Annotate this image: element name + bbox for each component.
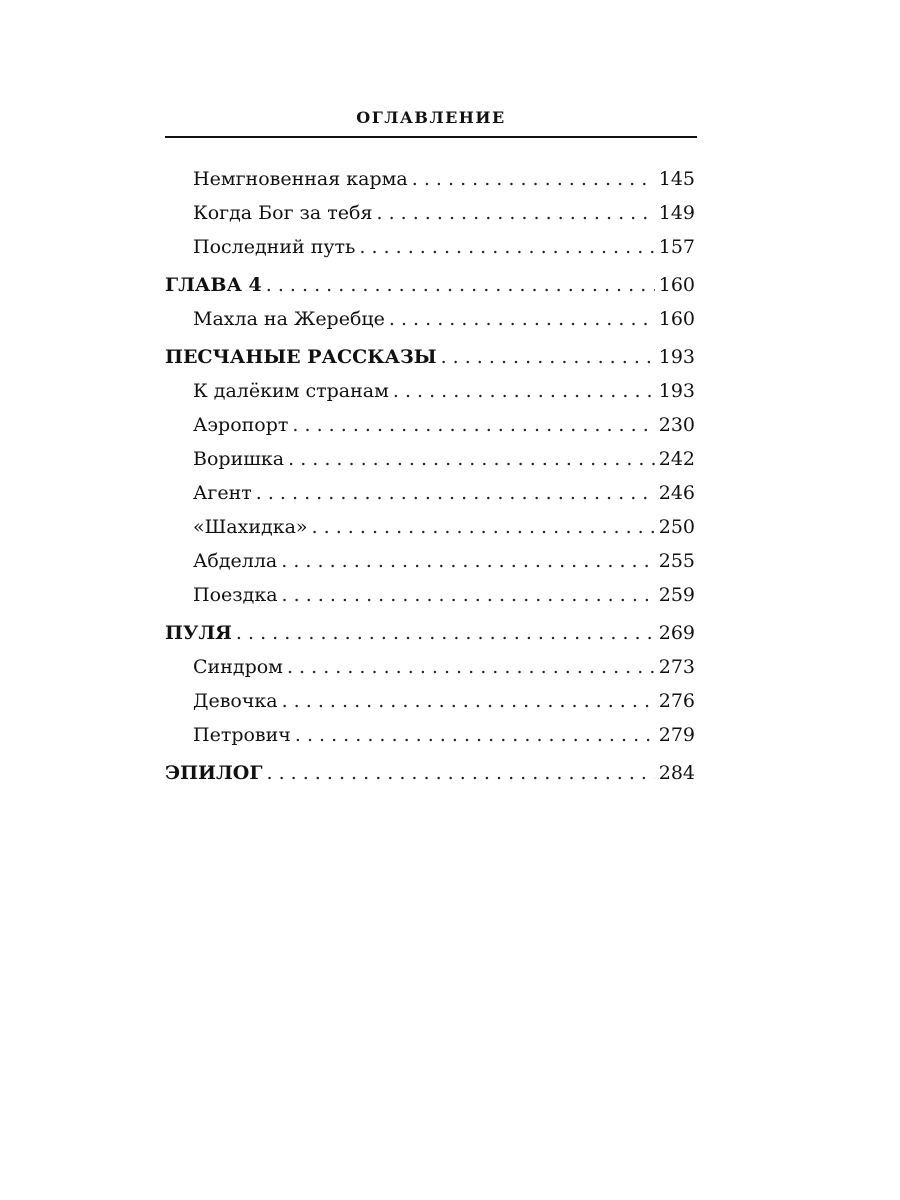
toc-entry-page: 157 — [658, 236, 695, 258]
toc-entry-title: Аэропорт — [193, 414, 289, 436]
toc-leader-dots — [359, 230, 654, 264]
toc-leader-dots — [236, 616, 655, 650]
toc-leader-dots — [266, 756, 654, 790]
toc-entry-title: Махла на Жеребце — [193, 308, 385, 330]
toc-leader-dots — [282, 684, 655, 718]
toc-chapter-title: ЭПИЛОГ — [165, 762, 263, 784]
toc-entry[interactable] — [165, 408, 695, 442]
toc-entry-title: Немгновенная карма — [193, 168, 408, 190]
toc-leader-dots — [256, 476, 655, 510]
toc-chapter[interactable] — [165, 268, 695, 302]
toc-entry-page: 276 — [658, 690, 695, 712]
toc-entry[interactable] — [165, 230, 695, 264]
toc-entry-title: Девочка — [193, 690, 278, 712]
page-title: ОГЛАВЛЕНИЕ — [356, 108, 506, 127]
toc-leader-dots — [282, 578, 655, 612]
toc-entry-title: Абделла — [193, 550, 278, 572]
toc-chapter[interactable] — [165, 616, 695, 650]
toc-leader-dots — [287, 650, 655, 684]
toc-entry-title: Когда Бог за тебя — [193, 202, 373, 224]
toc-entry-page: 149 — [658, 202, 695, 224]
toc-leader-dots — [376, 196, 654, 230]
toc-leader-dots — [441, 340, 655, 374]
header-divider — [165, 136, 697, 138]
toc-chapter-page: 193 — [658, 346, 695, 368]
toc-entry-page: 259 — [658, 584, 695, 606]
toc-entry[interactable] — [165, 162, 695, 196]
toc-entry-title: Синдром — [193, 656, 283, 678]
toc-chapter[interactable] — [165, 756, 695, 790]
toc-entry-page: 279 — [658, 724, 695, 746]
toc-leader-dots — [292, 408, 654, 442]
toc-leader-dots — [281, 544, 654, 578]
table-of-contents — [165, 162, 695, 790]
toc-leader-dots — [389, 302, 655, 336]
toc-chapter-title: ГЛАВА 4 — [165, 274, 262, 296]
toc-entry-page: 145 — [658, 168, 695, 190]
toc-entry-page: 250 — [658, 516, 695, 538]
toc-entry[interactable] — [165, 718, 695, 752]
toc-entry-page: 273 — [658, 656, 695, 678]
toc-entry-page: 230 — [658, 414, 695, 436]
toc-entry[interactable] — [165, 442, 695, 476]
toc-entry-title: Петрович — [193, 724, 291, 746]
toc-entry-title: «Шахидка» — [193, 516, 308, 538]
toc-chapter-page: 269 — [658, 622, 695, 644]
toc-chapter-page: 160 — [658, 274, 695, 296]
toc-entry-title: Поездка — [193, 584, 278, 606]
toc-entry-page: 193 — [658, 380, 695, 402]
toc-entry-title: К далёким странам — [193, 380, 389, 402]
toc-entry[interactable] — [165, 544, 695, 578]
toc-entry[interactable] — [165, 684, 695, 718]
toc-chapter-title: ПЕСЧАНЫЕ РАССКАЗЫ — [165, 346, 437, 368]
toc-entry[interactable] — [165, 476, 695, 510]
toc-chapter-page: 284 — [658, 762, 695, 784]
toc-entry-page: 242 — [658, 448, 695, 470]
toc-leader-dots — [412, 162, 655, 196]
toc-entry[interactable] — [165, 650, 695, 684]
toc-entry-title: Последний путь — [193, 236, 356, 258]
toc-entry[interactable] — [165, 374, 695, 408]
toc-chapter[interactable] — [165, 340, 695, 374]
toc-entry-page: 160 — [658, 308, 695, 330]
toc-entry[interactable] — [165, 196, 695, 230]
toc-leader-dots — [266, 268, 655, 302]
toc-entry[interactable] — [165, 302, 695, 336]
toc-chapter-title: ПУЛЯ — [165, 622, 232, 644]
toc-leader-dots — [288, 442, 655, 476]
toc-entry-title: Агент — [193, 482, 252, 504]
toc-entry-title: Воришка — [193, 448, 285, 470]
toc-entry[interactable] — [165, 510, 695, 544]
toc-entry[interactable] — [165, 578, 695, 612]
toc-leader-dots — [295, 718, 655, 752]
toc-leader-dots — [393, 374, 655, 408]
toc-entry-page: 246 — [658, 482, 695, 504]
toc-leader-dots — [312, 510, 655, 544]
toc-entry-page: 255 — [658, 550, 695, 572]
